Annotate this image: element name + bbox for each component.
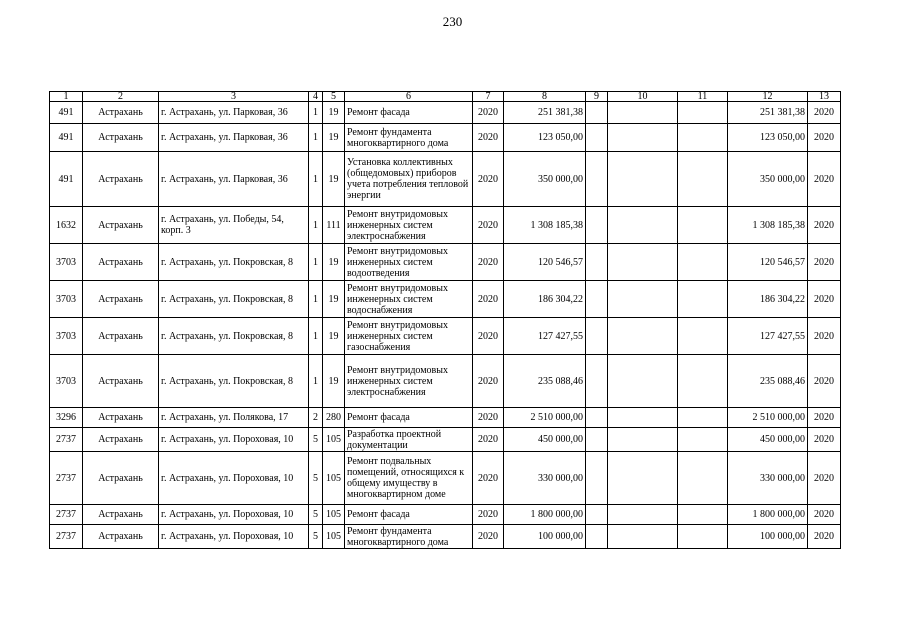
header-cell: 6 [345,92,473,102]
table-cell: 2020 [808,152,841,207]
table-cell: 111 [323,207,345,244]
table-cell: 251 381,38 [504,102,586,124]
table-cell: 2020 [473,525,504,549]
header-row [50,92,841,102]
table-cell: г. Астрахань, ул. Пороховая, 10 [159,525,309,549]
table-cell: 2020 [808,525,841,549]
table-cell: 2 510 000,00 [728,408,808,428]
table-cell: 1 [309,124,323,152]
table-cell [608,452,678,505]
table-cell: Разработка проектной документации [345,428,473,452]
table-cell: 450 000,00 [504,428,586,452]
header-cell: 12 [728,92,808,102]
table-cell: Установка коллективных (общедомовых) приборов учета потребления тепловой энергии [345,152,473,207]
table-cell: Ремонт фасада [345,102,473,124]
table-cell [608,124,678,152]
table-cell: 19 [323,281,345,318]
table-cell [678,318,728,355]
table-cell: г. Астрахань, ул. Пороховая, 10 [159,452,309,505]
table-cell: 2020 [808,355,841,408]
table-cell: 2020 [808,102,841,124]
table-cell: Астрахань [83,452,159,505]
table-cell: 1 [309,102,323,124]
table-cell: 105 [323,505,345,525]
table-cell: 3703 [50,244,83,281]
header-cell: 11 [678,92,728,102]
table-cell [678,428,728,452]
table-cell [586,408,608,428]
table-cell: Ремонт внутридомовых инженерных систем электроснабжения [345,355,473,408]
table-cell: 186 304,22 [728,281,808,318]
table-cell [586,355,608,408]
table-row [50,505,841,525]
header-cell: 4 [309,92,323,102]
table-cell: 450 000,00 [728,428,808,452]
table-cell: Астрахань [83,102,159,124]
table-cell: 491 [50,124,83,152]
table-cell: 2737 [50,505,83,525]
table-cell [608,207,678,244]
table-cell: 1 [309,318,323,355]
table-cell: Ремонт фундамента многоквартирного дома [345,525,473,549]
table-cell: Ремонт фасада [345,505,473,525]
table-cell: 19 [323,152,345,207]
table-cell: 2020 [808,505,841,525]
header-cell: 3 [159,92,309,102]
table-cell: 19 [323,355,345,408]
header-cell: 10 [608,92,678,102]
header-cell: 1 [50,92,83,102]
table-cell: 1 308 185,38 [728,207,808,244]
table-cell: 5 [309,428,323,452]
table-cell [608,428,678,452]
table-cell: Астрахань [83,525,159,549]
table-cell [586,318,608,355]
table-cell: 2020 [473,428,504,452]
table-cell: 2020 [473,207,504,244]
table-cell: 2020 [473,408,504,428]
table-cell: Астрахань [83,207,159,244]
header-cell: 2 [83,92,159,102]
table-cell: г. Астрахань, ул. Парковая, 36 [159,102,309,124]
table-cell: 491 [50,152,83,207]
table-cell: 2737 [50,428,83,452]
table-cell: г. Астрахань, ул. Парковая, 36 [159,152,309,207]
table-cell: г. Астрахань, ул. Покровская, 8 [159,318,309,355]
table-cell: г. Астрахань, ул. Победы, 54, корп. 3 [159,207,309,244]
table-cell: 350 000,00 [504,152,586,207]
table-cell: 1 800 000,00 [504,505,586,525]
table-cell: 1 [309,152,323,207]
table-cell [586,525,608,549]
table-cell: 123 050,00 [504,124,586,152]
table-cell: Ремонт внутридомовых инженерных систем газоснабжения [345,318,473,355]
table-cell [608,244,678,281]
table-cell [586,207,608,244]
table-cell: Ремонт фасада [345,408,473,428]
table-cell [678,124,728,152]
table-cell: 235 088,46 [728,355,808,408]
table-cell: 350 000,00 [728,152,808,207]
table-cell [586,281,608,318]
table-cell: 2020 [808,428,841,452]
table-cell: 2020 [473,124,504,152]
table-cell: 3703 [50,318,83,355]
table-cell [586,428,608,452]
table-cell [678,281,728,318]
table-cell: 105 [323,525,345,549]
table-cell: 100 000,00 [728,525,808,549]
table-cell [608,281,678,318]
table-row [50,152,841,207]
table-cell: 2020 [473,244,504,281]
table-cell: 491 [50,102,83,124]
table-cell [678,207,728,244]
table-cell: 280 [323,408,345,428]
table-cell: 5 [309,525,323,549]
table-cell: 1 [309,355,323,408]
table-cell [586,124,608,152]
table-cell: 2020 [808,281,841,318]
table-row [50,318,841,355]
table-row [50,281,841,318]
table-cell: Астрахань [83,505,159,525]
table-cell: 100 000,00 [504,525,586,549]
table-cell: 127 427,55 [728,318,808,355]
table-cell: 2020 [808,408,841,428]
table-cell: 2020 [808,207,841,244]
table-cell: 1 308 185,38 [504,207,586,244]
table-cell [678,152,728,207]
table-cell [678,408,728,428]
table-cell [608,318,678,355]
table-cell [586,505,608,525]
table-cell [678,355,728,408]
table-cell: 105 [323,452,345,505]
table-cell [608,525,678,549]
table-row [50,102,841,124]
table-cell: 19 [323,244,345,281]
table-cell [678,102,728,124]
table-cell: 120 546,57 [504,244,586,281]
table-cell: 2020 [808,452,841,505]
table-cell: Астрахань [83,355,159,408]
table-cell: Ремонт внутридомовых инженерных систем водоснабжения [345,281,473,318]
table-cell: 2020 [473,452,504,505]
table-cell: 5 [309,505,323,525]
table-row [50,355,841,408]
table-cell [678,244,728,281]
table-cell: 2020 [808,318,841,355]
table-cell: 2737 [50,452,83,505]
table-cell: Астрахань [83,152,159,207]
table-cell: Астрахань [83,124,159,152]
table-cell: 1 [309,207,323,244]
table-cell [608,102,678,124]
table-cell: 1 800 000,00 [728,505,808,525]
table-cell: 3296 [50,408,83,428]
table-cell: 186 304,22 [504,281,586,318]
table-cell: 3703 [50,355,83,408]
table-cell: г. Астрахань, ул. Покровская, 8 [159,244,309,281]
table-row [50,207,841,244]
table-cell: 105 [323,428,345,452]
table-cell: Астрахань [83,318,159,355]
table-cell: г. Астрахань, ул. Полякова, 17 [159,408,309,428]
table-cell: Ремонт фундамента многоквартирного дома [345,124,473,152]
table-cell [608,505,678,525]
table-cell [678,525,728,549]
table-cell: 2737 [50,525,83,549]
table-row [50,244,841,281]
table-cell: г. Астрахань, ул. Пороховая, 10 [159,505,309,525]
table-cell: 235 088,46 [504,355,586,408]
capital-repair-table [49,91,841,549]
table-cell: Ремонт внутридомовых инженерных систем водоотведения [345,244,473,281]
table-row [50,408,841,428]
table-cell: 2020 [473,505,504,525]
header-cell: 9 [586,92,608,102]
table-cell [586,452,608,505]
table-cell: 127 427,55 [504,318,586,355]
table-row [50,124,841,152]
page-number: 230 [442,14,463,29]
table-cell: 251 381,38 [728,102,808,124]
table-cell [586,102,608,124]
table-cell: 19 [323,124,345,152]
table-cell: 2 510 000,00 [504,408,586,428]
table-cell: 2 [309,408,323,428]
table-row [50,525,841,549]
table-cell: 2020 [473,281,504,318]
table-cell [608,355,678,408]
table-cell: Ремонт внутридомовых инженерных систем электроснабжения [345,207,473,244]
table-cell: 330 000,00 [504,452,586,505]
table-cell [678,505,728,525]
table-cell [608,408,678,428]
table-cell: 3703 [50,281,83,318]
table-cell: Астрахань [83,281,159,318]
table-cell: 120 546,57 [728,244,808,281]
table-cell: Астрахань [83,428,159,452]
table-cell: 19 [323,318,345,355]
table-cell: 1 [309,281,323,318]
table-cell: Астрахань [83,244,159,281]
table-cell: г. Астрахань, ул. Покровская, 8 [159,355,309,408]
table-row [50,452,841,505]
table-row [50,428,841,452]
table-cell: г. Астрахань, ул. Парковая, 36 [159,124,309,152]
table-cell: 2020 [473,355,504,408]
table-cell: 2020 [473,102,504,124]
header-cell: 5 [323,92,345,102]
header-cell: 8 [504,92,586,102]
table-cell: 123 050,00 [728,124,808,152]
table-cell [586,244,608,281]
table-cell: 1 [309,244,323,281]
table-cell: 2020 [808,124,841,152]
table-cell [586,152,608,207]
table-cell: г. Астрахань, ул. Покровская, 8 [159,281,309,318]
table-cell: Астрахань [83,408,159,428]
table-cell: 330 000,00 [728,452,808,505]
header-cell: 13 [808,92,841,102]
table-cell: г. Астрахань, ул. Пороховая, 10 [159,428,309,452]
header-cell: 7 [473,92,504,102]
table-cell [608,152,678,207]
table-cell: 2020 [808,244,841,281]
table-cell: 2020 [473,318,504,355]
table-cell: 1632 [50,207,83,244]
table-cell: 19 [323,102,345,124]
table-cell: 5 [309,452,323,505]
table-cell: Ремонт подвальных помещений, относящихся к общему имуществу в многоквартирном доме [345,452,473,505]
table-cell: 2020 [473,152,504,207]
table-cell [678,452,728,505]
